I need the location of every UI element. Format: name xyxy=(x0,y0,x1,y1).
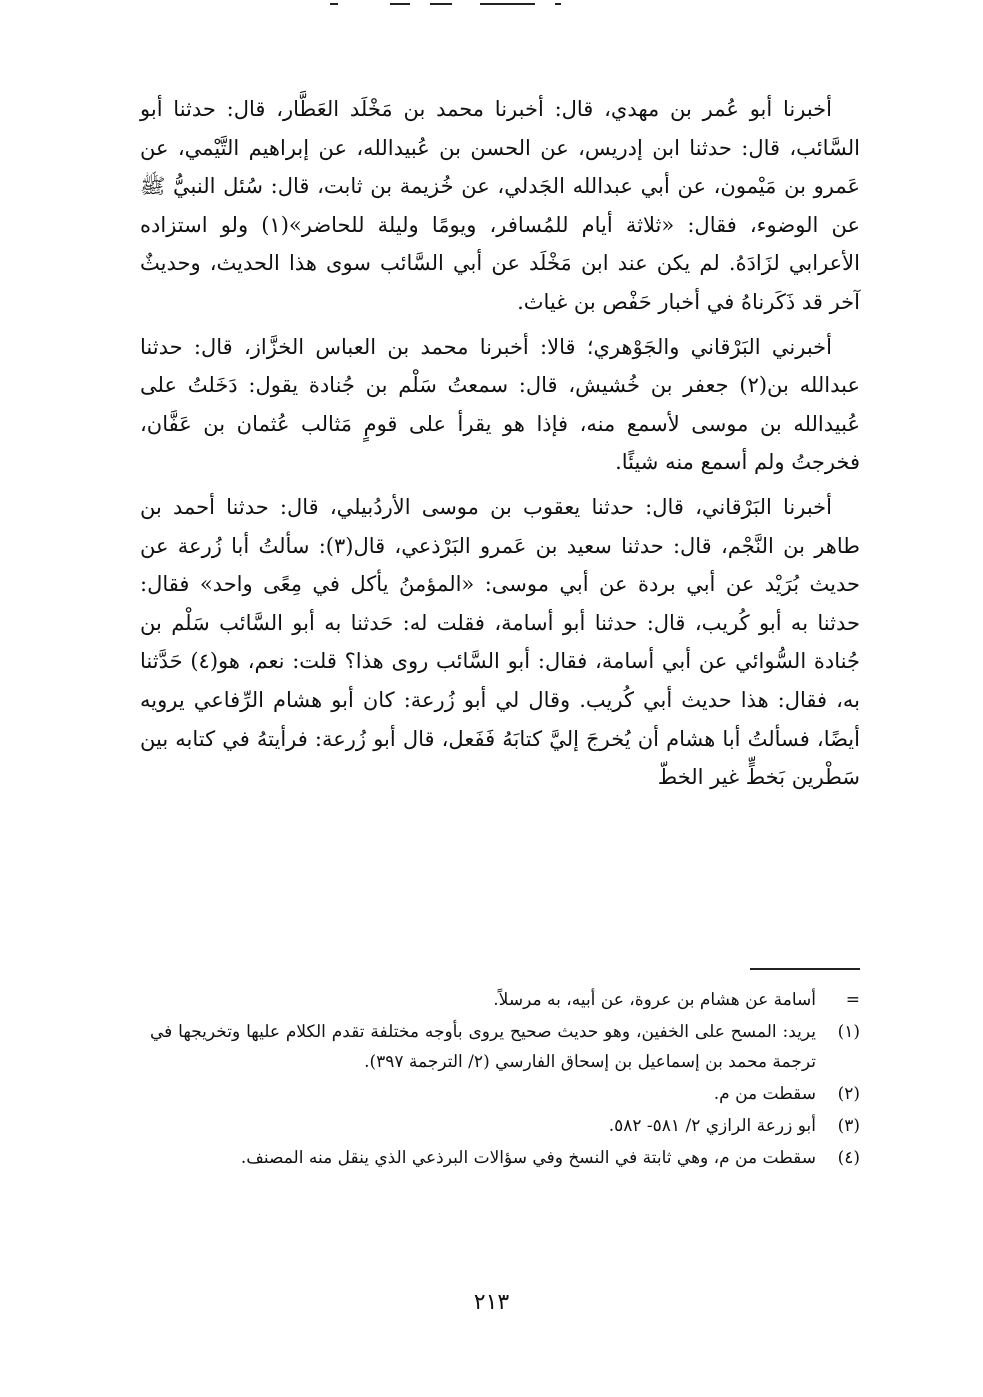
footnote-2 xyxy=(150,1079,860,1109)
footnote-4 xyxy=(150,1143,860,1173)
footnote-separator xyxy=(750,968,860,970)
top-scan-marks xyxy=(330,0,580,10)
footnote-text: أبو زرعة الرازي ٢/ ٥٨١- ٥٨٢. xyxy=(608,1116,816,1136)
footnotes xyxy=(150,985,860,1175)
footnote-mark: (٢) xyxy=(837,1084,860,1104)
paragraph-2: أخبرني البَرْقاني والجَوْهري؛ قالا: أخبرنا محمد بن العباس الخزَّاز، قال: حدثنا عبدالله بن(٢) جعفر بن خُشيش، قال: سمعتُ سَلْم بن جُنادة يقول: دَخَلتُ على عُبيدالله بن موسى لأسمع منه، فإذا هو يقرأ على قومٍ مَثالب عُثمان بن عَفَّان، فخرجتُ ولم أسمع منه شيئًا. xyxy=(140,334,860,475)
footnote-mark: = xyxy=(845,990,860,1010)
main-text xyxy=(140,90,860,797)
footnote-mark: (١) xyxy=(837,1022,860,1042)
page-number: ٢١٣ xyxy=(473,1290,510,1315)
footnote-text: يريد: المسح على الخفين، وهو حديث صحيح يروى بأوجه مختلفة تقدم الكلام عليها وتخريجها في ترجمة محمد بن إسماعيل بن إسحاق الفارسي (٢/ الترجمة ٣٩٧). xyxy=(150,1022,816,1072)
footnote-1 xyxy=(150,1017,860,1077)
footnote-3 xyxy=(150,1111,860,1141)
footnote-mark: (٣) xyxy=(837,1116,860,1136)
footnote-text: سقطت من م، وهي ثابتة في النسخ وفي سؤالات البرذعي الذي ينقل منه المصنف. xyxy=(240,1148,816,1168)
footnote-continuation xyxy=(150,985,860,1015)
paragraph-1: أخبرنا أبو عُمر بن مهدي، قال: أخبرنا محمد بن مَخْلَد العَطَّار، قال: حدثنا أبو السَّائب، قال: حدثنا ابن إدريس، عن الحسن بن عُبيدالله، عن إبراهيم التَّيْمي، عن عَمرو بن مَيْمون، عن أبي عبدالله الجَدلي، عن خُزيمة بن ثابت، قال: سُئل النبيُّ ﷺ عن الوضوء، فقال: «ثلاثة أيام للمُسافر، ويومًا وليلة للحاضر»(١) ولو استزاده الأعرابي لزَادَهُ. لم يكن عند ابن مَخْلَد عن أبي السَّائب سوى هذا الحديث، وحديثٌ آخر قد ذَكَرناهُ في أخبار حَفْص بن غياث. xyxy=(140,97,860,314)
footnote-text: سقطت من م. xyxy=(713,1084,816,1104)
paragraph-3: أخبرنا البَرْقاني، قال: حدثنا يعقوب بن موسى الأردُبيلي، قال: حدثنا أحمد بن طاهر بن النَّجْم، قال: حدثنا سعيد بن عَمرو البَرْذعي، قال(٣): سألتُ أبا زُرعة عن حديث بُرَيْد عن أبي بردة عن أبي موسى: «المؤمنُ يأكل في مِعًى واحد» فقال: حدثنا به أبو كُريب، قال: حدثنا أبو أسامة، فقلت له: حَدثنا به أبو السَّائب سَلْم بن جُنادة السُّوائي عن أبي أسامة، فقال: أبو السَّائب روى هذا؟ قلت: نعم، هو(٤) حَدَّثنا به، فقال: هذا حديث أبي كُريب. وقال لي أبو زُرعة: كان أبو هشام الرِّفاعي يرويه أيضًا، فسألتُ أبا هشام أن يُخرجَ إليَّ كتابَهُ فَفَعل، قال أبو زُرعة: فرأيتهُ في كتابه بين سَطْرين بَخطٍّ غير الخطّ xyxy=(140,494,860,790)
footnote-text: أسامة عن هشام بن عروة، عن أبيه، به مرسلاً. xyxy=(493,990,816,1010)
footnote-mark: (٤) xyxy=(837,1148,860,1168)
